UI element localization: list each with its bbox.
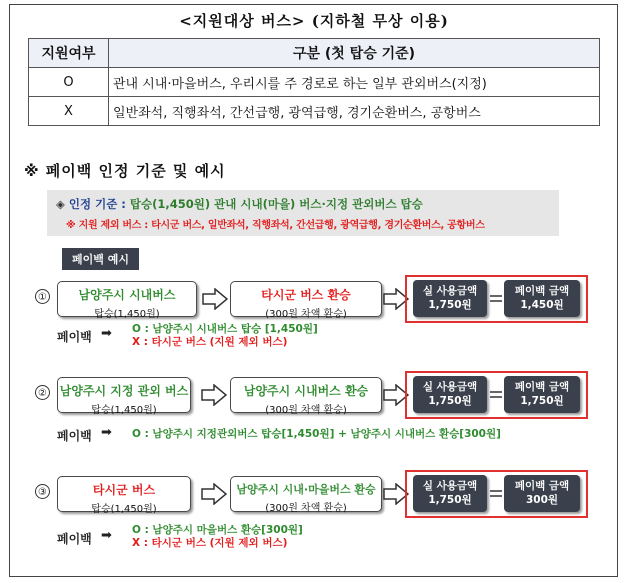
table-cell: 관내 시내·마을버스, 우리시를 주 경로로 하는 일부 관외버스(지정)	[109, 68, 600, 97]
table-cell: 일반좌석, 직행좌석, 간선급행, 광역급행, 경기순환버스, 공항버스	[109, 97, 600, 126]
criteria-main	[56, 196, 423, 212]
table-header-row	[29, 39, 600, 68]
first-bus-fare: 탑승(1,450원)	[91, 504, 157, 515]
payback-label: 페이백	[57, 330, 92, 344]
first-bus-fare: 탑승(1,450원)	[94, 309, 160, 320]
table-cell: O	[29, 68, 109, 97]
right-bold-arrow-icon: ➡	[101, 528, 112, 543]
actual-amount-box	[413, 376, 487, 413]
payback-amount-label: 페이백 금액	[514, 480, 570, 492]
payback-amount-box	[504, 475, 580, 512]
right-arrow-icon	[201, 384, 227, 406]
equals-icon	[490, 490, 502, 497]
actual-amount-label: 실 사용금액	[422, 285, 478, 297]
transfer-bus-title: 타시군 버스 환승	[261, 288, 351, 302]
first-bus-box	[57, 281, 197, 320]
actual-amount-label: 실 사용금액	[422, 480, 478, 492]
table-cell: X	[29, 97, 109, 126]
transfer-bus-fare: (300원 차액 환승)	[265, 503, 347, 514]
transfer-bus-box	[230, 377, 382, 416]
actual-amount-box	[413, 280, 487, 317]
first-bus-title: 타시군 버스	[92, 483, 156, 497]
payback-amount-value: 1,750원	[520, 395, 564, 407]
first-bus-box	[57, 377, 191, 416]
transfer-bus-title: 남양주시 시내버스 환승	[243, 384, 369, 398]
diamond-bullet-icon: ◈	[56, 197, 65, 211]
table-row	[29, 68, 600, 97]
example-tag: 페이백 예시	[62, 248, 139, 270]
example-number: ③	[35, 484, 50, 499]
payback-amount-box	[504, 376, 580, 413]
actual-amount-value: 1,750원	[428, 494, 472, 506]
first-bus-title: 남양주시 시내버스	[78, 288, 176, 302]
payback-label: 페이백	[57, 429, 92, 443]
payback-amount-box	[504, 280, 580, 317]
support-table	[28, 38, 600, 126]
actual-amount-value: 1,750원	[428, 395, 472, 407]
excluded-note: X : 타시군 버스 (지원 제외 버스)	[132, 336, 288, 348]
first-bus-box	[57, 476, 191, 515]
equals-icon	[490, 295, 502, 302]
eligible-note: O : 남양주시 마을버스 환승[300원]	[132, 524, 303, 536]
example-number: ②	[35, 385, 50, 400]
criteria-label: 인정 기준 :	[68, 197, 126, 211]
transfer-bus-box	[230, 476, 382, 512]
right-arrow-icon	[201, 483, 227, 505]
payback-amount-label: 페이백 금액	[514, 381, 570, 393]
table-row	[29, 97, 600, 126]
actual-amount-value: 1,750원	[428, 299, 472, 311]
first-bus-fare: 탑승(1,450원)	[91, 405, 157, 416]
first-bus-title: 남양주시 지정 관외 버스	[59, 384, 189, 398]
actual-amount-label: 실 사용금액	[422, 381, 478, 393]
actual-amount-box	[413, 475, 487, 512]
table-header-cell: 구분 (첫 탑승 기준)	[109, 39, 600, 68]
payback-amount-value: 300원	[525, 494, 559, 506]
payback-amount-label: 페이백 금액	[514, 285, 570, 297]
payback-label: 페이백	[57, 532, 92, 546]
right-arrow-icon	[202, 288, 228, 310]
equals-icon	[490, 391, 502, 398]
eligible-note: O : 남양주시 지정관외버스 탑승[1,450원] + 남양주시 시내버스 환승[300원]	[132, 428, 501, 440]
excluded-note: X : 타시군 버스 (지원 제외 버스)	[132, 537, 288, 549]
document-title: <지원대상 버스> (지하철 무상 이용)	[179, 12, 449, 30]
criteria-value: 탑승(1,450원) 관내 시내(마을) 버스·지정 관외버스 탑승	[129, 197, 423, 211]
criteria-excluded: ※ 지원 제외 버스 : 타시군 버스, 일반좌석, 직행좌석, 간선급행, 광역급행, 경기순환버스, 공항버스	[66, 220, 485, 231]
eligible-note: O : 남양주시 시내버스 탑승 [1,450원]	[132, 323, 318, 335]
right-bold-arrow-icon: ➡	[101, 425, 112, 440]
payback-amount-value: 1,450원	[520, 299, 564, 311]
transfer-bus-fare: (300원 차액 환승)	[265, 309, 347, 320]
transfer-bus-title: 남양주시 시내·마을버스 환승	[236, 483, 376, 496]
example-number: ①	[35, 289, 50, 304]
transfer-bus-box	[230, 281, 382, 320]
right-bold-arrow-icon: ➡	[101, 326, 112, 341]
table-header-cell: 지원여부	[29, 39, 109, 68]
section-title: ※ 페이백 인정 기준 및 예시	[24, 162, 226, 180]
transfer-bus-fare: (300원 차액 환승)	[265, 405, 347, 416]
